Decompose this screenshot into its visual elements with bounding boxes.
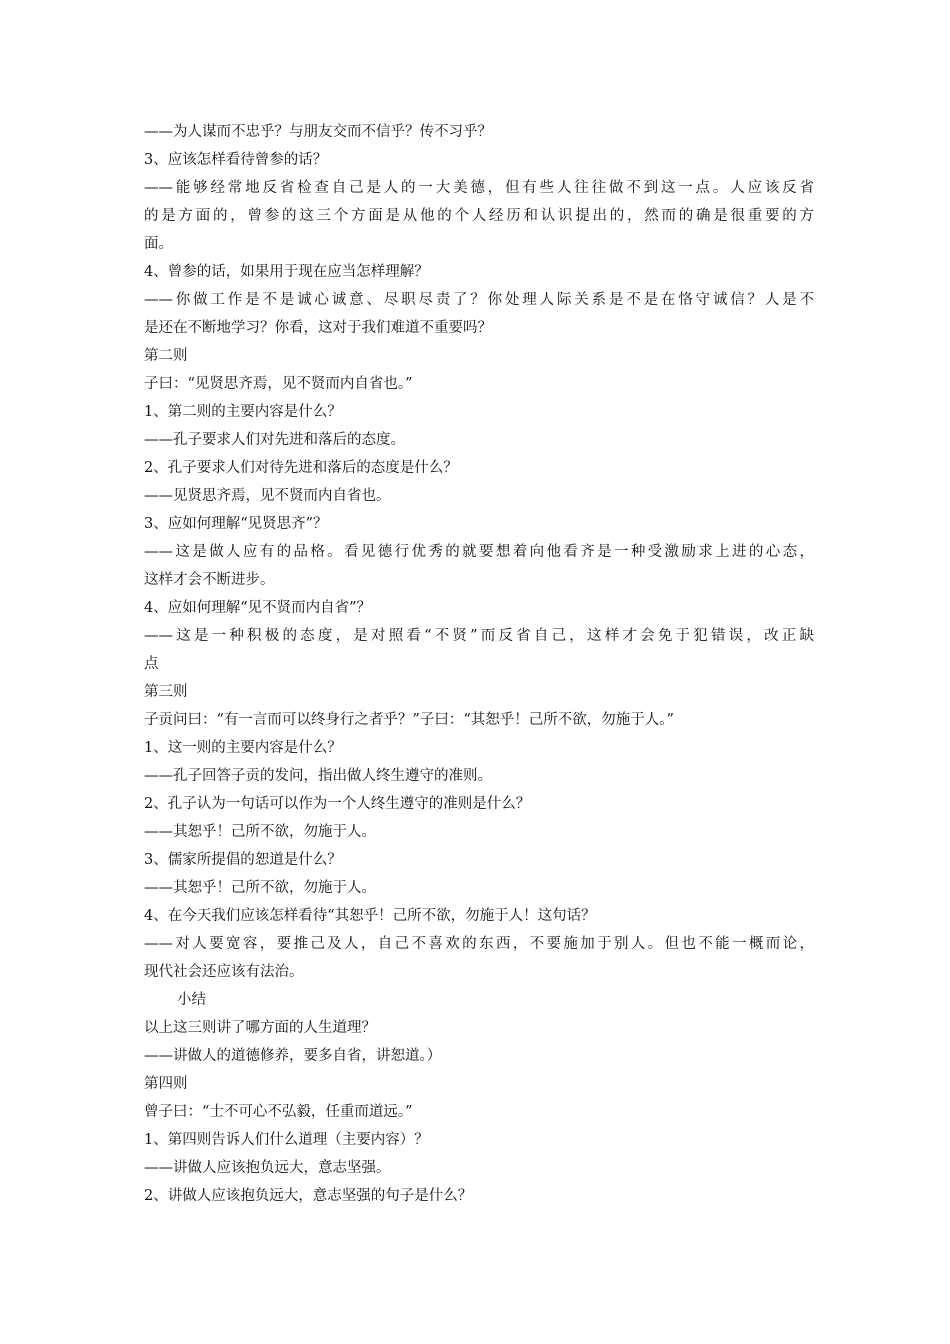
question-line: 1、第二则的主要内容是什么？ bbox=[144, 404, 342, 420]
question-line: 4、应如何理解“见不贤而内自省”？ bbox=[144, 600, 372, 616]
quote-line: 子曰：“见贤思齐焉，见不贤而内自省也。” bbox=[144, 376, 413, 392]
question-line: 4、曾参的话，如果用于现在应当怎样理解？ bbox=[144, 264, 429, 280]
text-line: 现代社会还应该有法治。 bbox=[144, 964, 304, 980]
answer-line: ——讲做人应该抱负远大，意志坚强。 bbox=[144, 1160, 391, 1176]
question-line: 3、儒家所提倡的恕道是什么？ bbox=[144, 852, 342, 868]
quote-line: 曾子曰：“士不可心不弘毅，任重而道远。” bbox=[144, 1104, 413, 1120]
summary-heading: 小结 bbox=[177, 992, 206, 1008]
question-line: 3、应如何理解“见贤思齐”？ bbox=[144, 516, 328, 532]
answer-line: ——讲做人的道德修养，要多自省，讲恕道。） bbox=[144, 1048, 442, 1064]
answer-line: ——孔子回答子贡的发问，指出做人终生遵守的准则。 bbox=[144, 768, 492, 784]
text-line: 点 bbox=[144, 656, 159, 672]
question-line: 4、在今天我们应该怎样看待“其恕乎！己所不欲，勿施于人！这句话？ bbox=[144, 908, 596, 924]
answer-line: ——这是一种积极的态度，是对照看“不贤”而反省自己，这样才会免于犯错误，改正缺 bbox=[144, 628, 814, 644]
text-line: ——你做工作是不是诚心诚意、尽职尽责了？你处理人际关系是不是在恪守诚信？人是不 bbox=[144, 292, 814, 308]
question-line: 2、孔子要求人们对待先进和落后的态度是什么？ bbox=[144, 460, 458, 476]
section-heading: 第三则 bbox=[144, 684, 188, 700]
text-line: 是还在不断地学习？你看，这对于我们难道不重要吗？ bbox=[144, 320, 492, 336]
text-line: ——为人谋而不忠乎？与朋友交而不信乎？传不习乎？ bbox=[144, 124, 492, 140]
question-line: 3、应该怎样看待曾参的话？ bbox=[144, 152, 328, 168]
question-line: 1、第四则告诉人们什么道理（主要内容）？ bbox=[144, 1132, 429, 1148]
section-heading: 第四则 bbox=[144, 1076, 188, 1092]
question-line: 1、这一则的主要内容是什么？ bbox=[144, 740, 342, 756]
question-line: 2、讲做人应该抱负远大，意志坚强的句子是什么？ bbox=[144, 1188, 473, 1204]
answer-line: ——这是做人应有的品格。看见德行优秀的就要想着向他看齐是一种受激励求上进的心态， bbox=[144, 544, 814, 560]
question-line: 以上这三则讲了哪方面的人生道理？ bbox=[144, 1020, 376, 1036]
section-heading: 第二则 bbox=[144, 348, 188, 364]
text-line: 这样才会不断进步。 bbox=[144, 572, 275, 588]
question-line: 2、孔子认为一句话可以作为一个人终生遵守的准则是什么？ bbox=[144, 796, 531, 812]
answer-line: ——对人要宽容，要推己及人，自己不喜欢的东西，不要施加于别人。但也不能一概而论， bbox=[144, 936, 814, 952]
text-line: ——能够经常地反省检查自己是人的一大美德，但有些人往往做不到这一点。人应该反省 bbox=[144, 180, 814, 196]
text-line: 的是方面的，曾参的这三个方面是从他的个人经历和认识提出的，然而的确是很重要的方 bbox=[144, 208, 814, 224]
text-line: 面。 bbox=[144, 236, 173, 252]
document-body bbox=[144, 118, 814, 1210]
answer-line: ——见贤思齐焉，见不贤而内自省也。 bbox=[144, 488, 391, 504]
answer-line: ——孔子要求人们对先进和落后的态度。 bbox=[144, 432, 405, 448]
answer-line: ——其恕乎！己所不欲，勿施于人。 bbox=[144, 880, 376, 896]
quote-line: 子贡问曰：“有一言而可以终身行之者乎？”子曰：“其恕乎！己所不欲，勿施于人。” bbox=[144, 712, 674, 728]
answer-line: ——其恕乎！己所不欲，勿施于人。 bbox=[144, 824, 376, 840]
